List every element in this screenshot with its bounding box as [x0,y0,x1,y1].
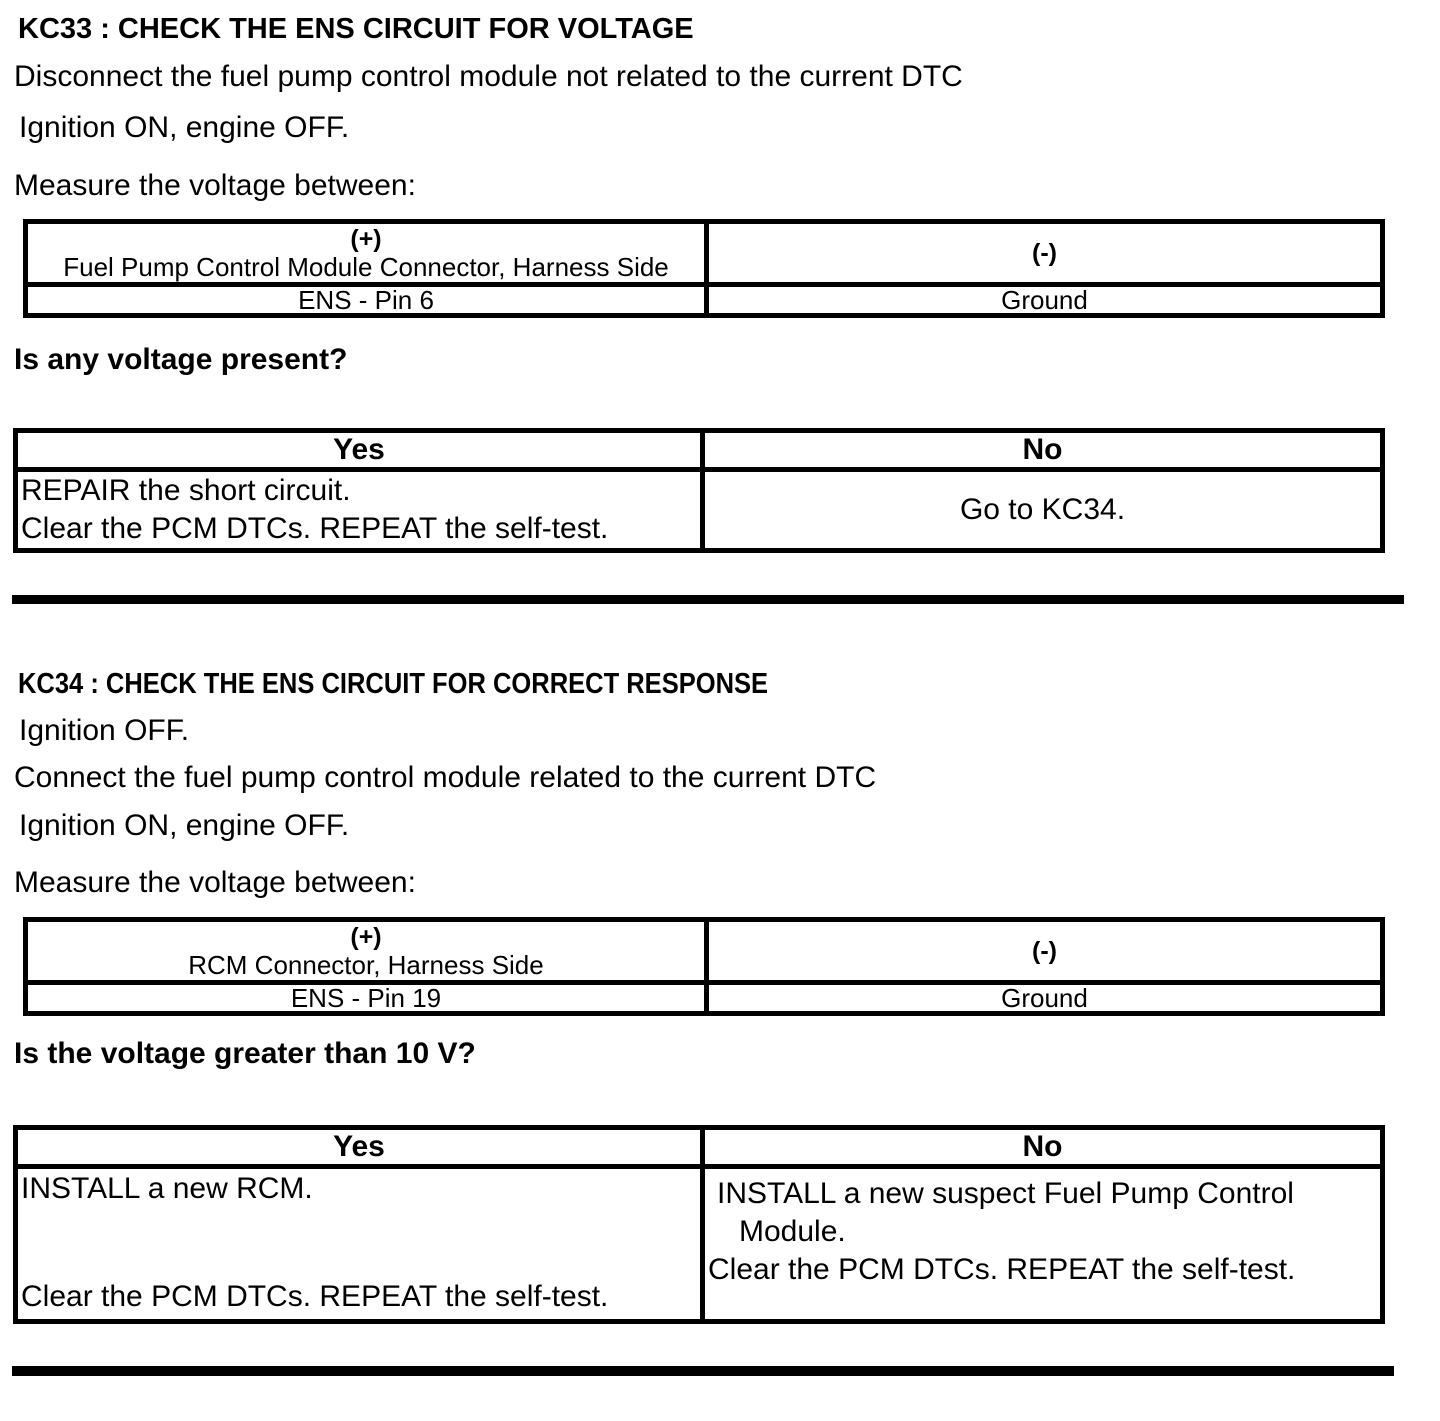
kc34-step-instruction: Ignition OFF. [19,714,190,747]
kc33-negative-header-cell: (-) [707,222,1383,285]
table-row [26,920,1383,983]
kc33-step-instruction: Measure the voltage between: [14,169,416,202]
kc33-negative-pin-cell: Ground [707,285,1383,316]
kc34-negative-pin-cell: Ground [707,983,1383,1014]
kc34-no-header: No [703,1128,1383,1167]
kc33-no-action-cell: Go to KC34. [703,470,1383,551]
kc34-measure-table [23,917,1385,1016]
kc33-question: Is any voltage present? [14,343,348,376]
kc33-positive-pin-cell: ENS - Pin 6 [26,285,707,316]
kc34-yes-action-cell [16,1167,703,1322]
table-row [26,285,1383,316]
table-row [16,1128,1383,1167]
positive-connector-label: Fuel Pump Control Module Connector, Harness Side [63,252,669,282]
kc33-positive-header-cell [26,222,707,285]
kc34-step-instruction: Connect the fuel pump control module related to the current DTC [14,761,877,794]
kc33-measure-table [23,219,1385,318]
positive-sign-label: (+) [350,923,382,951]
kc33-step-title: KC33 : CHECK THE ENS CIRCUIT FOR VOLTAGE [18,13,694,45]
kc33-result-table [13,428,1385,553]
no-action-line: Module. [739,1215,846,1248]
yes-action-line: Clear the PCM DTCs. REPEAT the self-test. [21,512,609,545]
table-row [26,222,1383,285]
no-action-line: Clear the PCM DTCs. REPEAT the self-test. [708,1253,1296,1286]
kc34-negative-header-cell: (-) [707,920,1383,983]
kc34-positive-header-cell [26,920,707,983]
positive-connector-label: RCM Connector, Harness Side [188,950,544,980]
table-row [26,983,1383,1014]
kc34-question: Is the voltage greater than 10 V? [14,1037,476,1070]
kc33-step-instruction: Disconnect the fuel pump control module not related to the current DTC [14,60,963,93]
table-row [16,470,1383,551]
kc34-step-title-text: KC34 : CHECK THE ENS CIRCUIT FOR CORRECT RESPONSE [18,668,769,700]
kc33-yes-header: Yes [16,431,703,470]
kc34-positive-pin-cell: ENS - Pin 19 [26,983,707,1014]
section-divider [12,1366,1394,1376]
spacer [0,604,1440,668]
yes-action-line: INSTALL a new RCM. [21,1172,313,1205]
table-row [16,431,1383,470]
kc34-step-instruction: Measure the voltage between: [14,866,416,899]
positive-sign-label: (+) [350,225,382,253]
kc33-yes-action-cell [16,470,703,551]
yes-action-line: REPAIR the short circuit. [21,474,351,507]
kc33-no-header: No [703,431,1383,470]
yes-action-line: Clear the PCM DTCs. REPEAT the self-test. [21,1280,609,1313]
kc34-no-action-cell [703,1167,1383,1322]
diagnostic-procedure-page [0,13,1440,1421]
kc34-result-table [13,1125,1385,1324]
kc34-step-instruction: Ignition ON, engine OFF. [19,809,350,842]
section-divider [12,595,1404,604]
kc33-step-instruction: Ignition ON, engine OFF. [19,111,350,144]
kc34-step-title [18,668,1440,701]
no-action-line: INSTALL a new suspect Fuel Pump Control [717,1177,1294,1210]
table-row [16,1167,1383,1322]
kc34-yes-header: Yes [16,1128,703,1167]
